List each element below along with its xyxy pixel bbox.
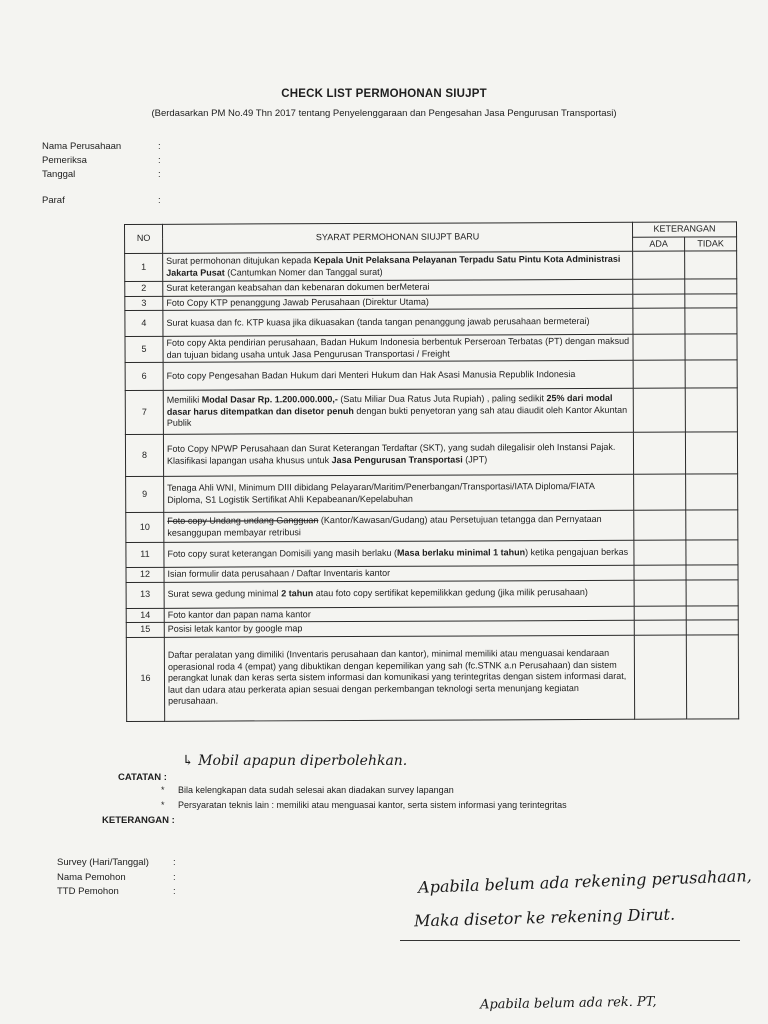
check-cell-tidak[interactable] [686,510,738,540]
check-cell-ada[interactable] [633,388,685,432]
row-number: 12 [126,567,164,582]
signature-line [400,940,740,941]
check-cell-tidak[interactable] [685,432,737,474]
col-header-tidak: TIDAK [685,236,737,251]
requirement-text-part: Foto copy Akta pendirian perusahaan, Badan Hukum Indonesia berbentuk Perseroan Terbatas (PT) dengan maksud dan tujuan bidang usaha untuk Jasa Pengurusan Transportasi / Freight [166,335,630,360]
check-cell-tidak[interactable] [685,334,737,360]
requirement-text-part: Foto copy surat keterangan Domisili yang masih berlaku ( [167,548,398,560]
requirement-text [164,474,634,512]
check-cell-tidak[interactable] [686,474,738,510]
check-cell-tidak[interactable] [686,620,738,635]
check-cell-tidak[interactable] [686,540,738,565]
requirement-text-part: Surat sewa gedung minimal [167,588,282,600]
requirement-text-part: (Kantor/Kawasan/Gudang) atau Persetujuan tetangga dan Pernyataan kesanggupan membayar retribusi [167,513,602,538]
check-cell-tidak[interactable] [686,565,738,580]
row-number: 9 [126,476,164,512]
requirement-text-bold: 25% dari modal dasar harus ditempatkan dan disetor penuh [166,393,613,417]
field-colon: : [173,872,176,883]
table-row [125,308,737,337]
row-number: 14 [126,608,164,623]
requirement-text-bold: Jasa Pengurusan Transportasi [331,454,463,465]
row-number: 3 [125,296,163,311]
check-cell-ada[interactable] [633,279,685,294]
check-cell-ada[interactable] [634,580,686,606]
row-number: 1 [125,253,163,281]
check-cell-ada[interactable] [634,620,686,635]
row-number: 10 [126,512,164,542]
field-label-pemeriksa: Pemeriksa [42,155,87,166]
document-subtitle: (Berdasarkan PM No.49 Thn 2017 tentang Penyelenggaraan dan Pengesahan Jasa Pengurusan Transportasi) [151,108,617,119]
requirement-text-part: Daftar peralatan yang dimiliki (Inventaris perusahaan dan kantor), minimal memiliki atau menguasai kendaraan operasional roda 4 (empat) yang dibuktikan dengan kepemilikan yang sah (fc.STNK a.n Perusahaan) dan sistem perangkat lunak dan keras serta sistem informasi dan komunikasi yang terintegritas dengan sistem informasi darat, laut dan udara atau perkerata apian sesuai dengan perkembangan teknologi serta menunjang kegiatan perusahaan. [167,648,627,707]
requirement-text-bold: Modal Dasar Rp. 1.200.000.000,- [201,394,338,405]
row-number: 16 [126,637,164,721]
requirement-text-part: Tenaga Ahli WNI, Minimum DIII dibidang Pelayaran/Maritim/Penerbangan/Transportasi/IATA Diploma/FIATA Diploma, S1 Logistik Sertifikat Ahli Kepabeanan/Kepelabuhan [167,480,595,505]
requirement-text-bold: 2 tahun [281,588,314,599]
check-cell-tidak[interactable] [685,293,737,308]
requirement-text-bold: Kepala Unit Pelaksana Pelayanan Terpadu Satu Pintu Kota Administrasi Jakarta Pusat [166,253,621,278]
requirement-text-part: Surat keterangan keabsahan dan kebenaran dokumen berMeterai [166,281,430,293]
note-bullet-1: Bila kelengkapan data sudah selesai akan diadakan survey lapangan [178,785,454,795]
keterangan-label: KETERANGAN : [102,815,175,826]
field-label-tanggal: Tanggal [42,169,76,180]
check-cell-ada[interactable] [633,251,685,279]
requirement-text-part: Isian formulir data perusahaan / Daftar Inventaris kantor [167,567,391,579]
requirements-table [124,221,739,721]
check-cell-tidak[interactable] [685,388,737,432]
footer-label-ttd-pemohon: TTD Pemohon [57,886,119,897]
handwritten-remark-3: Apabila belum ada rek. PT, [479,994,657,1013]
requirement-text [163,334,633,362]
requirement-text [164,635,634,721]
check-cell-ada[interactable] [633,294,685,309]
requirement-text-part: (Cantumkan Nomer dan Tanggal surat) [224,266,383,278]
catatan-label: CATATAN : [118,772,167,783]
handwritten-remark-1: Apabila belum ada rekening perusahaan, [417,866,752,897]
field-colon: : [158,169,161,180]
check-cell-ada[interactable] [633,308,685,334]
check-cell-ada[interactable] [634,540,686,565]
row-number: 5 [125,336,163,362]
table-row [125,251,737,282]
field-label-nama-perusahaan: Nama Perusahaan [42,141,122,152]
document-title: CHECK LIST PERMOHONAN SIUJPT [281,88,487,100]
table-row [126,579,738,608]
requirement-text-part: Foto kantor dan papan nama kantor [167,608,311,620]
requirement-text-part: ) ketika pengajuan berkas [525,547,629,558]
requirement-text-part: atau foto copy sertifikat kepemilikkan gedung (jika milik perusahaan) [313,587,588,599]
field-colon: : [173,857,176,868]
requirement-text-part: Posisi letak kantor by google map [167,623,303,634]
col-header-syarat: SYARAT PERMOHONAN SIUJPT BARU [163,222,633,253]
check-cell-ada[interactable] [634,635,686,719]
check-cell-ada[interactable] [633,334,685,360]
field-colon: : [158,155,161,166]
field-colon: : [158,141,161,152]
table-row [125,432,737,477]
row-number: 6 [125,362,163,390]
table-row [125,334,737,363]
check-cell-ada[interactable] [633,432,685,474]
row-number: 11 [126,542,164,567]
handwritten-remark-2: Maka disetor ke rekening Dirut. [413,904,676,931]
field-label-paraf: Paraf [42,195,65,206]
check-cell-tidak[interactable] [686,634,738,718]
requirement-text-part: (Satu Miliar Dua Ratus Juta Rupiah) , paling sedikit [337,393,547,405]
footer-label-survey: Survey (Hari/Tanggal) [57,857,149,868]
field-colon: : [158,195,161,206]
requirement-text [164,540,634,567]
requirement-text-bold: Masa berlaku minimal 1 tahun [397,547,526,559]
requirement-text [163,388,633,434]
check-cell-tidak[interactable] [685,279,737,294]
check-cell-ada[interactable] [634,510,686,540]
check-cell-ada[interactable] [634,606,686,621]
check-cell-tidak[interactable] [685,251,737,279]
table-body [125,251,739,721]
table-row [126,634,738,721]
field-colon: : [173,886,176,897]
row-number: 4 [125,310,163,336]
table-row [126,474,738,513]
table-row [125,360,737,391]
handwritten-note: ↳ Mobil apapun diperbolehkan. [182,753,408,769]
note-bullet-2: Persyaratan teknis lain : memiliki atau menguasai kantor, serta sistem informasi yang terintegritas [178,800,567,810]
requirement-text [163,251,633,281]
check-cell-tidak[interactable] [686,605,738,620]
col-header-no: NO [125,224,163,253]
requirement-text-part: Memiliki [166,394,202,406]
bullet-star: * [161,785,165,795]
table-row [126,540,738,568]
col-header-ada: ADA [633,237,685,252]
requirement-text-part: Foto copy Undang-undang Gangguan [167,515,319,526]
requirement-text-part: dengan bukti penyetoran yang sah atau diaudit oleh Kantor Akuntan Publik [166,404,628,429]
check-cell-ada[interactable] [634,474,686,510]
table-row [125,388,737,435]
footer-label-nama-pemohon: Nama Pemohon [57,872,126,883]
requirement-text-part: Foto Copy NPWP Perusahaan dan Surat Keterangan Terdaftar (SKT), yang sudah dilegalisir oleh Instansi Pajak. Klasifikasi lapangan usaha khusus untuk [166,441,616,466]
check-cell-tidak[interactable] [685,360,737,388]
row-number: 13 [126,582,164,608]
requirement-text [163,432,633,476]
requirement-text-part: Surat permohonan ditujukan kepada [166,255,314,266]
table-row [126,510,738,543]
requirement-text [164,510,634,542]
requirement-text [164,580,634,608]
check-cell-tidak[interactable] [686,579,738,605]
check-cell-ada[interactable] [633,360,685,388]
check-cell-ada[interactable] [634,565,686,580]
check-cell-tidak[interactable] [685,308,737,334]
requirement-text [163,308,633,336]
row-number: 7 [125,390,163,434]
row-number: 15 [126,622,164,637]
requirement-text-part: (JPT) [462,453,488,465]
requirement-text [163,360,633,390]
requirement-text-part: Foto copy Pengesahan Badan Hukum dari Menteri Hukum dan Hak Asasi Manusia Republik Indonesia [166,368,576,381]
bullet-star: * [161,800,165,810]
row-number: 2 [125,281,163,296]
requirement-text-part: Foto Copy KTP penanggung Jawab Perusahaan (Direktur Utama) [166,296,429,308]
row-number: 8 [125,434,163,476]
col-header-keterangan: KETERANGAN [632,222,736,237]
requirement-text-part: Surat kuasa dan fc. KTP kuasa jika dikuasakan (tanda tangan penanggung jawab perusahaan bermeterai) [166,315,590,328]
